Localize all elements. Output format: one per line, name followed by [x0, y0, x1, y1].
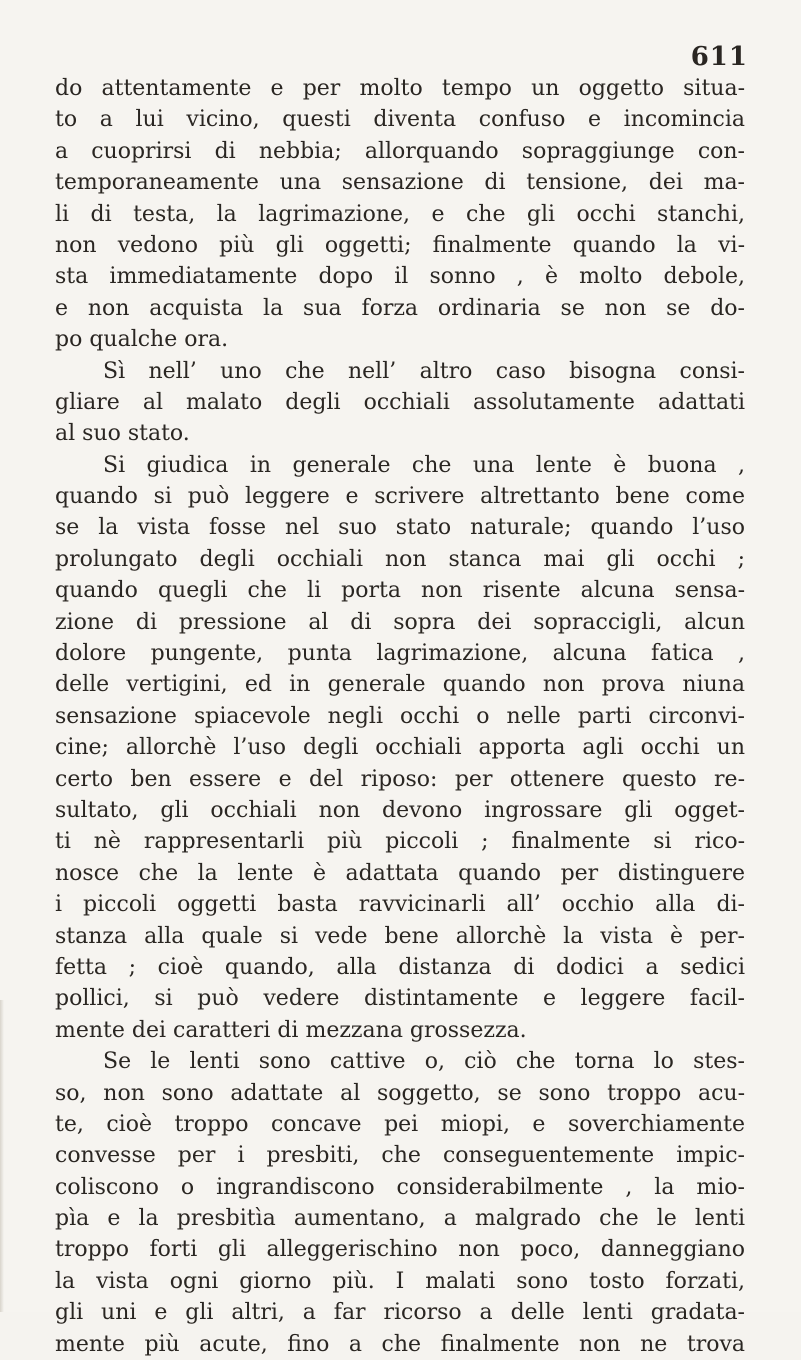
- text-line: a cuoprirsi di nebbia; allorquando sopraggiunge con-: [55, 138, 745, 164]
- text-line: mente più acute, fino a che finalmente non ne trova: [55, 1331, 745, 1357]
- text-line: Se le lenti sono cattive o, ciò che torna lo stes-: [103, 1049, 745, 1075]
- text-line: dolore pungente, punta lagrimazione, alcuna fatica ,: [55, 641, 745, 667]
- text-line: quando quegli che li porta non risente alcuna sensa-: [55, 578, 745, 604]
- text-line: i piccoli oggetti basta ravvicinarli all’ occhio alla di-: [55, 892, 745, 918]
- text-line: te, cioè troppo concave pei miopi, e soverchiamente: [55, 1111, 745, 1137]
- text-line: temporaneamente una sensazione di tensione, dei ma-: [55, 170, 745, 196]
- text-line: fetta ; cioè quando, alla distanza di dodici a sedici: [55, 954, 745, 980]
- text-line: li di testa, la lagrimazione, e che gli occhi stanchi,: [55, 201, 745, 227]
- text-line: e non acquista la sua forza ordinaria se non se do-: [55, 295, 745, 321]
- text-line: to a lui vicino, questi diventa confuso e incomincia: [55, 107, 745, 133]
- text-line: se la vista fosse nel suo stato naturale; quando l’uso: [55, 515, 745, 541]
- page-number: 611: [690, 42, 748, 72]
- text-line: convesse per i presbiti, che conseguentemente impic-: [55, 1143, 745, 1169]
- text-line: mente dei caratteri di mezzana grossezza.: [55, 1017, 527, 1043]
- text-line: do attentamente e per molto tempo un oggetto situa-: [55, 76, 745, 101]
- text-line: al suo stato.: [55, 421, 190, 447]
- text-line: sensazione spiacevole negli occhi o nelle parti circonvi-: [55, 703, 745, 729]
- text-line: Sì nell’ uno che nell’ altro caso bisogna consi-: [103, 358, 745, 384]
- page-binding-edge: [0, 1000, 4, 1312]
- text-line: nosce che la lente è adattata quando per distinguere: [55, 860, 745, 886]
- text-line: gliare al malato degli occhiali assolutamente adattati: [55, 389, 745, 415]
- text-line: pìa e la presbitìa aumentano, a malgrado che le lenti: [55, 1206, 745, 1232]
- text-line: stanza alla quale si vede bene allorchè la vista è per-: [55, 923, 745, 949]
- text-line: troppo forti gli alleggerischino non poco, danneggiano: [55, 1237, 745, 1263]
- text-line: quando si può leggere e scrivere altrettanto bene come: [55, 484, 745, 510]
- text-line: coliscono o ingrandiscono considerabilmente , la mio-: [55, 1174, 745, 1200]
- text-line: zione di pressione al di sopra dei sopraccigli, alcun: [55, 609, 745, 635]
- text-line: cine; allorchè l’uso degli occhiali apporta agli occhi un: [55, 735, 745, 761]
- text-line: sta immediatamente dopo il sonno , è molto debole,: [55, 264, 745, 290]
- text-line: Si giudica in generale che una lente è buona ,: [103, 452, 745, 478]
- text-line: non vedono più gli oggetti; finalmente quando la vi-: [55, 232, 745, 258]
- text-line: la vista ogni giorno più. I malati sono tosto forzati,: [55, 1268, 745, 1294]
- body-text: [55, 73, 745, 1360]
- text-line: sultato, gli occhiali non devono ingrossare gli ogget-: [55, 797, 745, 823]
- text-line: ti nè rappresentarli più piccoli ; finalmente si rico-: [55, 829, 745, 855]
- text-line: so, non sono adattate al soggetto, se sono troppo acu-: [55, 1080, 745, 1106]
- text-line: certo ben essere e del riposo: per ottenere questo re-: [55, 766, 745, 792]
- text-line: delle vertigini, ed in generale quando non prova niuna: [55, 672, 745, 698]
- text-line: po qualche ora.: [55, 327, 229, 353]
- text-line: prolungato degli occhiali non stanca mai gli occhi ;: [55, 546, 745, 572]
- text-line: gli uni e gli altri, a far ricorso a delle lenti gradata-: [55, 1300, 745, 1326]
- text-line: pollici, si può vedere distintamente e leggere facil-: [55, 986, 745, 1012]
